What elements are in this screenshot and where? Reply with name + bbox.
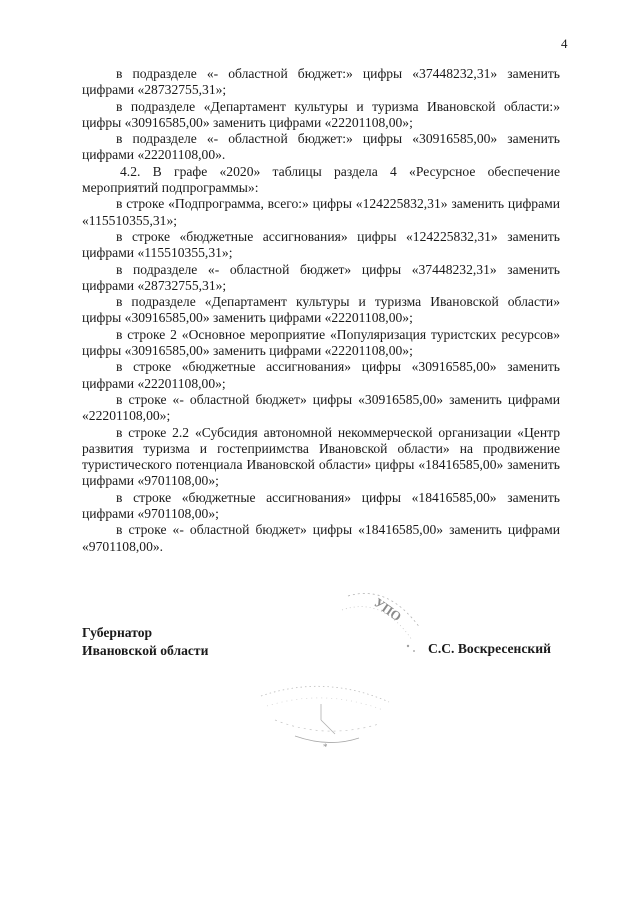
paragraph: в подразделе «Департамент культуры и туризма Ивановской области:» цифры «30916585,00» заменить цифрами «22201108,00»; (82, 98, 560, 130)
stamp-letters: УПО (371, 594, 405, 625)
document-body (82, 66, 560, 555)
paragraph: в строке «Подпрограмма, всего:» цифры «124225832,31» заменить цифрами «115510355,31»; (82, 196, 560, 228)
paragraph: в строке «- областной бюджет» цифры «18416585,00» заменить цифрами «9701108,00». (82, 522, 560, 554)
signatory-name: С.С. Воскресенский (428, 641, 551, 656)
signatory-title (82, 624, 208, 660)
paragraph: в строке «бюджетные ассигнования» цифры «18416585,00» заменить цифрами «9701108,00»; (82, 489, 560, 522)
paragraph: в подразделе «- областной бюджет» цифры «37448232,31» заменить цифрами «28732755,31»; (82, 261, 560, 293)
page-number: 4 (561, 36, 568, 51)
paragraph: в строке 2.2 «Субсидия автономной некоммерческой организации «Центр развития туризма и гостеприимства Ивановской области» на продвижение туристического потенциала Ивановской области» цифры «18416585,00» заменить цифрами «9701108,00»; (82, 424, 560, 489)
paragraph: в подразделе «Департамент культуры и туризма Ивановской области» цифры «30916585,00» заменить цифрами «22201108,00»; (82, 294, 560, 326)
official-stamp-fragment (338, 588, 428, 658)
paragraph: в строке «бюджетные ассигнования» цифры «30916585,00» заменить цифрами «22201108,00»; (82, 359, 560, 391)
official-stamp-fragment (255, 676, 395, 756)
paragraph: в строке «бюджетные ассигнования» цифры «124225832,31» заменить цифрами «115510355,31»; (82, 228, 560, 261)
signatory-region: Ивановской области (82, 643, 209, 658)
paragraph: в подразделе «- областной бюджет:» цифры «37448232,31» заменить цифрами «28732755,31»; (82, 66, 560, 98)
paragraph: в подразделе «- областной бюджет:» цифры «30916585,00» заменить цифрами «22201108,00». (82, 131, 560, 163)
paragraph: в строке 2 «Основное мероприятие «Популяризация туристских ресурсов» цифры «30916585,00» заменить цифрами «22201108,00»; (82, 326, 560, 359)
signatory-position: Губернатор (82, 625, 153, 640)
paragraph: 4.2. В графе «2020» таблицы раздела 4 «Ресурсное обеспечение мероприятий подпрограммы»: (82, 163, 560, 196)
paragraph: в строке «- областной бюджет» цифры «30916585,00» заменить цифрами «22201108,00»; (82, 391, 560, 424)
stamp-star: * (323, 742, 328, 752)
